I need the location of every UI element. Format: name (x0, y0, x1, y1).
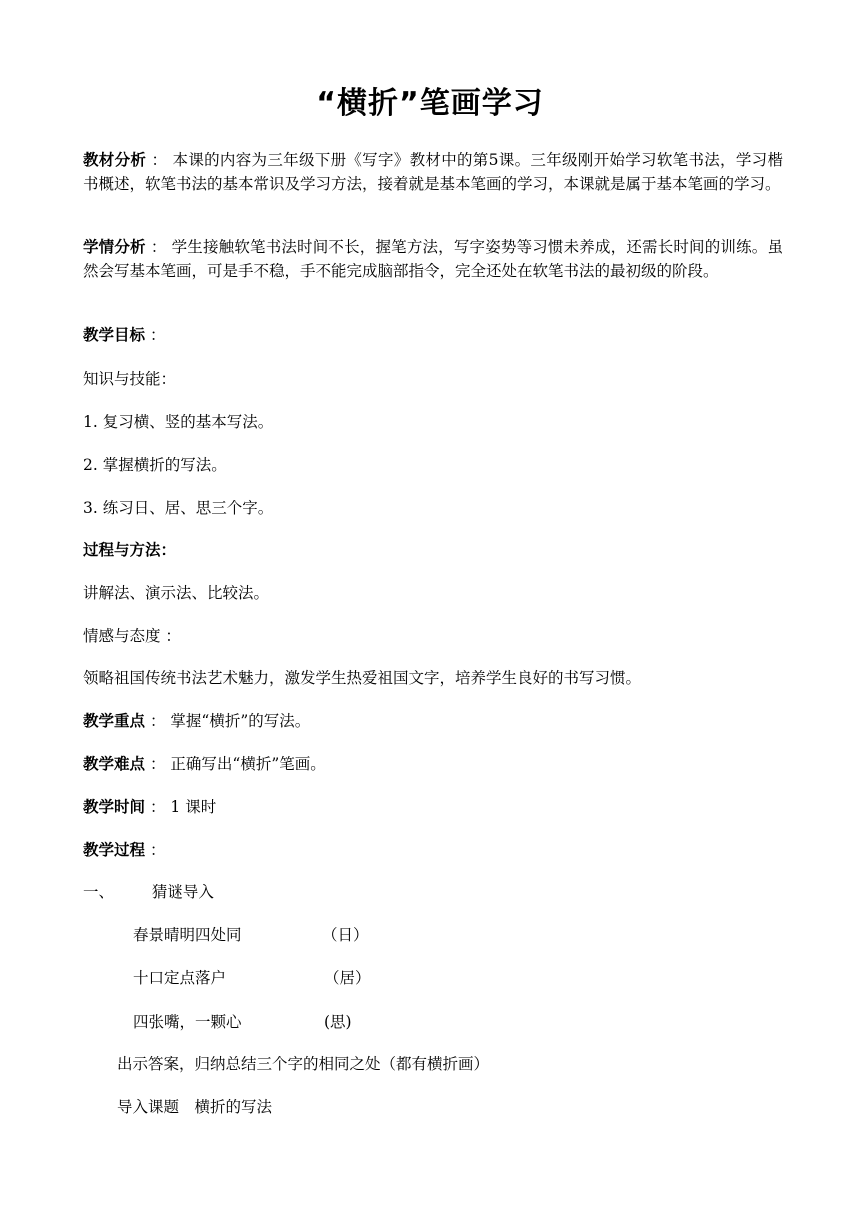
textbook-analysis-label: 教材分析 (83, 151, 147, 169)
teaching-time-line (83, 795, 783, 819)
riddle-1-answer: （日） (322, 926, 369, 944)
emotion-attitude-text: 领略祖国传统书法艺术魅力，激发学生热爱祖国文字，培养学生良好的书写习惯。 (83, 669, 642, 687)
knowledge-item-2: 2. 掌握横折的写法。 (83, 456, 227, 474)
knowledge-item-3: 3. 练习日、居、思三个字。 (83, 499, 274, 517)
learner-analysis-text: 学生接触软笔书法时间不长，握笔方法，写字姿势等习惯未养成，还需长时间的训练。虽然会写基本笔画，可是手不稳，手不能完成脑部指令，完全还处在软笔书法的最初级的阶段。 (83, 238, 783, 280)
difficulty-text: 正确写出“横折”笔画。 (170, 755, 326, 773)
learner-analysis-sep: ： (150, 238, 167, 256)
teaching-time-text: 1 课时 (170, 798, 217, 816)
difficulty-line (83, 752, 783, 776)
teaching-procedure-sep: ： (149, 841, 166, 859)
teaching-time-sep: ： (149, 798, 166, 816)
teaching-time-label: 教学时间 (83, 798, 146, 816)
textbook-analysis-sep: ： (151, 151, 168, 169)
difficulty-sep: ： (149, 755, 166, 773)
teaching-procedure-heading (83, 838, 783, 862)
knowledge-skills-heading: 知识与技能： (83, 370, 177, 388)
riddle-1: 春景晴明四处同 (133, 926, 242, 944)
step-1-title: 猜谜导入 (151, 883, 214, 901)
textbook-analysis-text: 本课的内容为三年级下册《写字》教材中的第5课。三年级刚开始学习软笔书法，学习楷书概述，软笔书法的基本常识及学习方法，接着就是基本笔画的学习，本课就是属于基本笔画的学习。 (83, 151, 783, 193)
key-point-text: 掌握“横折”的写法。 (170, 712, 311, 730)
learner-analysis-label: 学情分析 (83, 238, 146, 256)
learner-analysis-paragraph (83, 235, 783, 283)
teaching-goals-label: 教学目标 (83, 326, 146, 344)
knowledge-item-1: 1. 复习横、竖的基本写法。 (83, 413, 274, 431)
teaching-procedure-label: 教学过程 (83, 841, 146, 859)
textbook-analysis-paragraph (83, 148, 783, 196)
riddle-2-answer: （居） (324, 969, 371, 987)
process-method-text: 讲解法、演示法、比较法。 (83, 584, 270, 602)
teaching-goals-sep: ： (149, 326, 166, 344)
answer-summary: 出示答案，归纳总结三个字的相同之处（都有横折画） (117, 1055, 490, 1073)
step-1-heading (83, 880, 783, 904)
key-point-label: 教学重点 (83, 712, 146, 730)
key-point-sep: ： (149, 712, 166, 730)
topic-intro: 导入课题 横折的写法 (117, 1098, 273, 1116)
teaching-goals-heading (83, 323, 783, 347)
process-method-heading: 过程与方法： (83, 541, 177, 559)
riddle-3-answer: (思) (324, 1013, 352, 1031)
page-title: “横折”笔画学习 (316, 86, 544, 121)
key-point-line (83, 709, 783, 733)
emotion-attitude-heading: 情感与态度 ： (83, 627, 181, 645)
difficulty-label: 教学难点 (83, 755, 146, 773)
riddle-3: 四张嘴，一颗心 (133, 1013, 242, 1031)
riddle-2: 十口定点落户 (133, 969, 227, 987)
step-1-number: 一、 (83, 883, 115, 901)
